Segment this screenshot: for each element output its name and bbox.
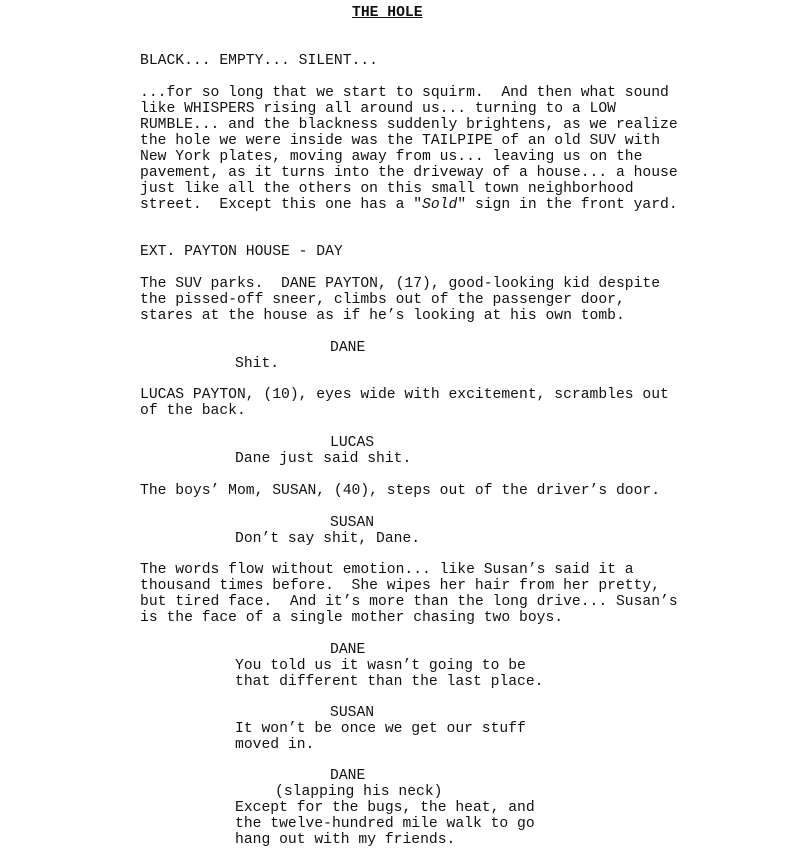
parenthetical: (slapping his neck) [275, 784, 443, 800]
dialogue-line: hang out with my friends. [235, 832, 456, 848]
action-line: The boys’ Mom, SUSAN, (40), steps out of the driver’s door. [140, 483, 661, 499]
action-line: stares at the house as if he’s looking at his own tomb. [140, 308, 625, 324]
action-line: just like all the others on this small town neighborhood [140, 181, 634, 197]
dialogue-line: Don’t say shit, Dane. [235, 531, 421, 547]
action-line: is the face of a single mother chasing two boys. [140, 610, 564, 626]
action-line: New York plates, moving away from us... leaving us on the [140, 149, 643, 165]
action-line: but tired face. And it’s more than the long drive... Susan’s [140, 594, 678, 610]
action-line: The SUV parks. DANE PAYTON, (17), good-looking kid despite [140, 276, 661, 292]
action-line: RUMBLE... and the blackness suddenly brightens, as we realize [140, 117, 678, 133]
action-line: ...for so long that we start to squirm. And then what sound [140, 85, 669, 101]
dialogue-line: the twelve-hundred mile walk to go [235, 816, 535, 832]
action-line: thousand times before. She wipes her hair from her pretty, [140, 578, 661, 594]
dialogue-line: Shit. [235, 356, 280, 372]
character-cue-lucas: LUCAS [330, 435, 375, 451]
action-line: of the back. [140, 403, 246, 419]
action-line: The words flow without emotion... like Susan’s said it a [140, 562, 634, 578]
dialogue-line: Except for the bugs, the heat, and [235, 800, 535, 816]
character-cue-susan: SUSAN [330, 705, 375, 721]
scene-heading: EXT. PAYTON HOUSE - DAY [140, 244, 343, 260]
script-title: THE HOLE [352, 5, 423, 21]
dialogue-line: Dane just said shit. [235, 451, 412, 467]
character-cue-dane: DANE [330, 642, 366, 658]
dialogue-line: You told us it wasn’t going to be [235, 658, 526, 674]
character-cue-dane: DANE [330, 768, 366, 784]
action-line [140, 197, 678, 213]
character-cue-susan: SUSAN [330, 515, 375, 531]
action-line: the hole we were inside was the TAILPIPE of an old SUV with [140, 133, 661, 149]
action-text: " sign in the front yard. [457, 197, 678, 213]
character-cue-dane: DANE [330, 340, 366, 356]
action-line: the pissed-off sneer, climbs out of the passenger door, [140, 292, 625, 308]
dialogue-line: that different than the last place. [235, 674, 544, 690]
emphasis-sold: Sold [422, 197, 458, 213]
action-line: LUCAS PAYTON, (10), eyes wide with excitement, scrambles out [140, 387, 669, 403]
action-line: like WHISPERS rising all around us... turning to a LOW [140, 101, 616, 117]
action-text: street. Except this one has a " [140, 197, 423, 213]
dialogue-line: It won’t be once we get our stuff [235, 721, 526, 737]
action-line: pavement, as it turns into the driveway of a house... a house [140, 165, 678, 181]
dialogue-line: moved in. [235, 737, 315, 753]
opening-action: BLACK... EMPTY... SILENT... [140, 53, 378, 69]
